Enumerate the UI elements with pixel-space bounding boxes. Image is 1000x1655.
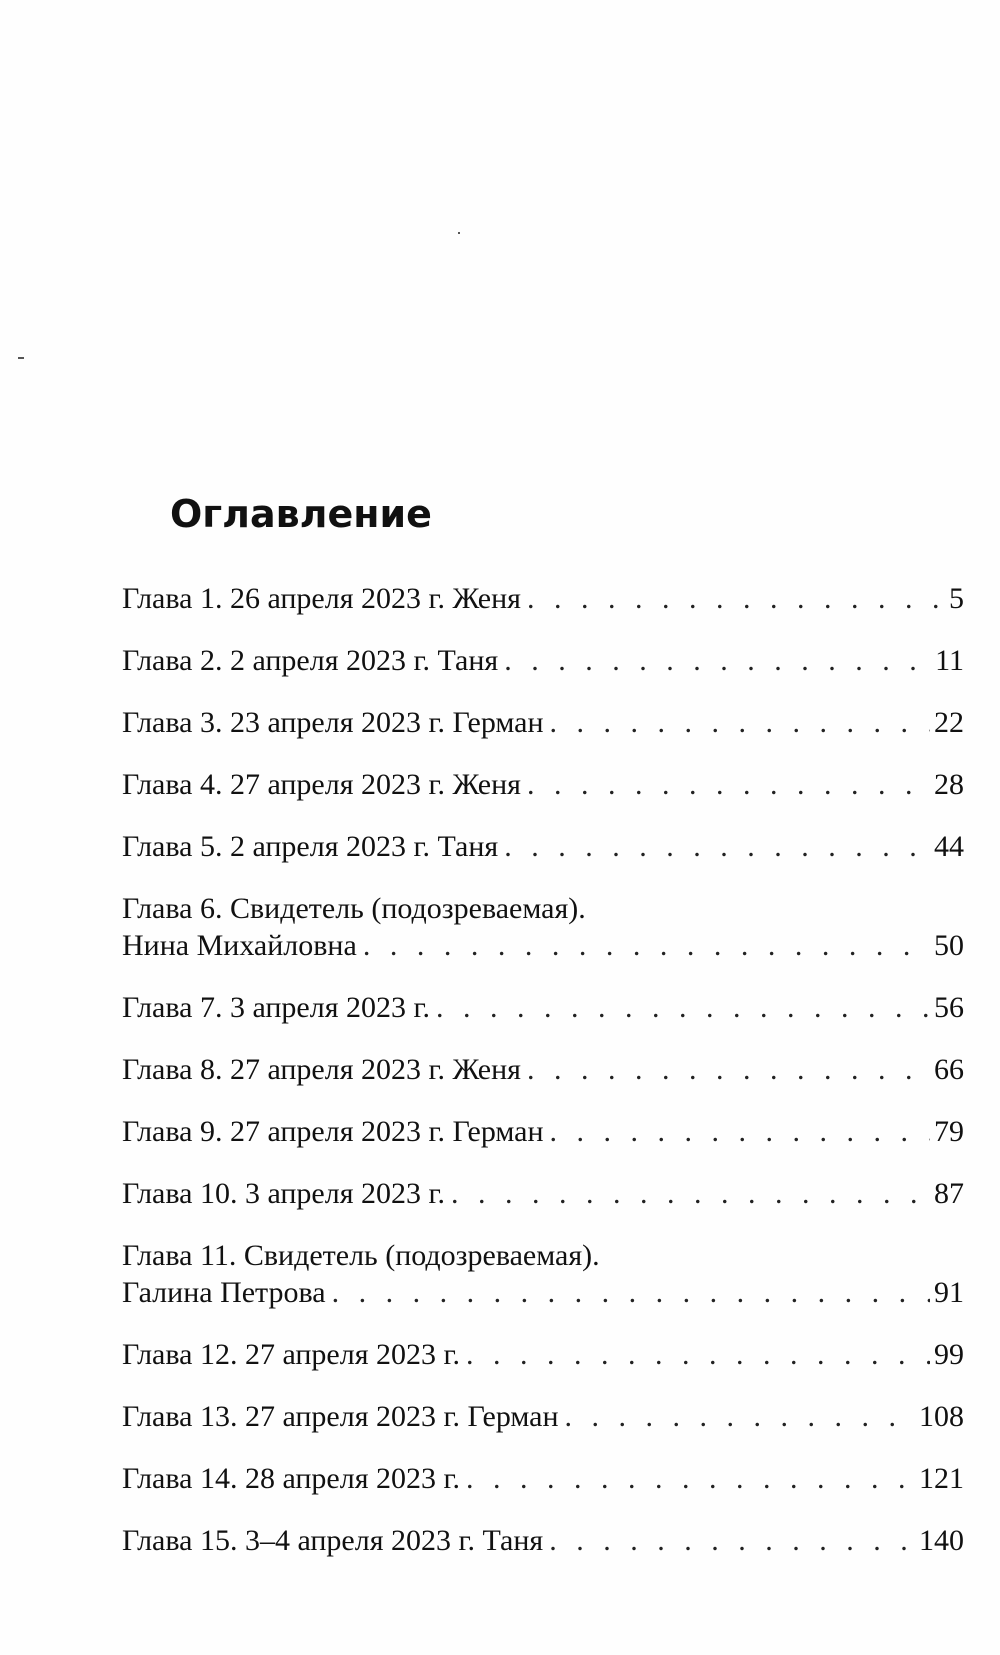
toc-row xyxy=(122,828,964,865)
toc-row xyxy=(122,1522,964,1559)
dot-leader xyxy=(549,1522,915,1559)
toc-entry[interactable] xyxy=(122,1336,964,1373)
toc-entry-title-line1: Глава 6. Свидетель (подозреваемая). xyxy=(122,892,586,925)
dot-leader xyxy=(451,1175,930,1212)
toc-page-number: 108 xyxy=(919,1400,964,1433)
toc-row xyxy=(122,1460,964,1497)
toc-entry[interactable] xyxy=(122,766,964,803)
dot-leader xyxy=(504,642,931,679)
toc-entry-title: Глава 14. 28 апреля 2023 г. xyxy=(122,1462,460,1495)
toc-entry[interactable] xyxy=(122,704,964,741)
toc-entry[interactable] xyxy=(122,1051,964,1088)
toc-row xyxy=(122,1336,964,1373)
toc-entry-title: Глава 12. 27 апреля 2023 г. xyxy=(122,1338,460,1371)
toc-entry[interactable] xyxy=(122,989,964,1026)
toc-entry[interactable] xyxy=(122,1113,964,1150)
toc-page-number: 121 xyxy=(919,1462,964,1495)
toc-page-number: 11 xyxy=(935,644,964,677)
dot-leader xyxy=(550,704,930,741)
toc-entry[interactable] xyxy=(122,890,964,964)
dot-leader xyxy=(466,1336,930,1373)
dot-leader xyxy=(550,1113,930,1150)
toc-row xyxy=(122,1274,964,1311)
toc-entry[interactable] xyxy=(122,1522,964,1559)
dot-leader xyxy=(527,766,930,803)
toc-entry-title: Глава 8. 27 апреля 2023 г. Женя xyxy=(122,1053,521,1086)
dot-leader xyxy=(527,1051,930,1088)
dot-leader xyxy=(527,580,945,617)
toc-page-number: 56 xyxy=(934,991,964,1024)
toc-row xyxy=(122,1398,964,1435)
toc-page-number: 99 xyxy=(934,1338,964,1371)
toc-entry-title: Галина Петрова xyxy=(122,1276,326,1309)
toc-page-number: 87 xyxy=(934,1177,964,1210)
toc-page-number: 5 xyxy=(949,582,964,615)
toc-page-number: 22 xyxy=(934,706,964,739)
toc-row xyxy=(122,580,964,617)
toc-page-number: 66 xyxy=(934,1053,964,1086)
toc-row xyxy=(122,1051,964,1088)
toc-entry-title: Глава 4. 27 апреля 2023 г. Женя xyxy=(122,768,521,801)
dot-leader xyxy=(565,1398,915,1435)
toc-entry-title: Глава 1. 26 апреля 2023 г. Женя xyxy=(122,582,521,615)
toc-page-number: 79 xyxy=(934,1115,964,1148)
toc-entry-title: Глава 3. 23 апреля 2023 г. Герман xyxy=(122,706,544,739)
toc-page-number: 28 xyxy=(934,768,964,801)
dot-leader xyxy=(466,1460,915,1497)
toc-page-number: 44 xyxy=(934,830,964,863)
toc-row xyxy=(122,1113,964,1150)
toc-page-number: 91 xyxy=(934,1276,964,1309)
toc-entry-title: Глава 9. 27 апреля 2023 г. Герман xyxy=(122,1115,544,1148)
toc-entry[interactable] xyxy=(122,1460,964,1497)
toc-entry[interactable] xyxy=(122,1175,964,1212)
toc-entry[interactable] xyxy=(122,1237,964,1311)
table-of-contents xyxy=(122,580,964,1584)
toc-entry-title: Нина Михайловна xyxy=(122,929,357,962)
toc-page-number: 140 xyxy=(919,1524,964,1557)
dot-leader xyxy=(436,989,930,1026)
page-title: Оглавление xyxy=(170,492,432,536)
toc-page-number: 50 xyxy=(934,929,964,962)
dot-leader xyxy=(504,828,930,865)
toc-row xyxy=(122,989,964,1026)
dot-leader xyxy=(332,1274,930,1311)
dot-leader xyxy=(363,927,930,964)
toc-entry[interactable] xyxy=(122,642,964,679)
toc-entry[interactable] xyxy=(122,1398,964,1435)
toc-row xyxy=(122,704,964,741)
toc-entry-title: Глава 10. 3 апреля 2023 г. xyxy=(122,1177,445,1210)
toc-entry-title: Глава 2. 2 апреля 2023 г. Таня xyxy=(122,644,499,677)
toc-entry-title: Глава 13. 27 апреля 2023 г. Герман xyxy=(122,1400,559,1433)
toc-entry-title-line1: Глава 11. Свидетель (подозреваемая). xyxy=(122,1239,600,1272)
toc-entry-title: Глава 5. 2 апреля 2023 г. Таня xyxy=(122,830,499,863)
toc-entry[interactable] xyxy=(122,828,964,865)
toc-entry[interactable] xyxy=(122,580,964,617)
print-speck xyxy=(458,232,460,234)
toc-entry-title: Глава 7. 3 апреля 2023 г. xyxy=(122,991,430,1024)
toc-row xyxy=(122,927,964,964)
print-speck xyxy=(18,357,24,359)
toc-row xyxy=(122,766,964,803)
toc-entry-title: Глава 15. 3–4 апреля 2023 г. Таня xyxy=(122,1524,544,1557)
toc-row xyxy=(122,1175,964,1212)
toc-row xyxy=(122,642,964,679)
